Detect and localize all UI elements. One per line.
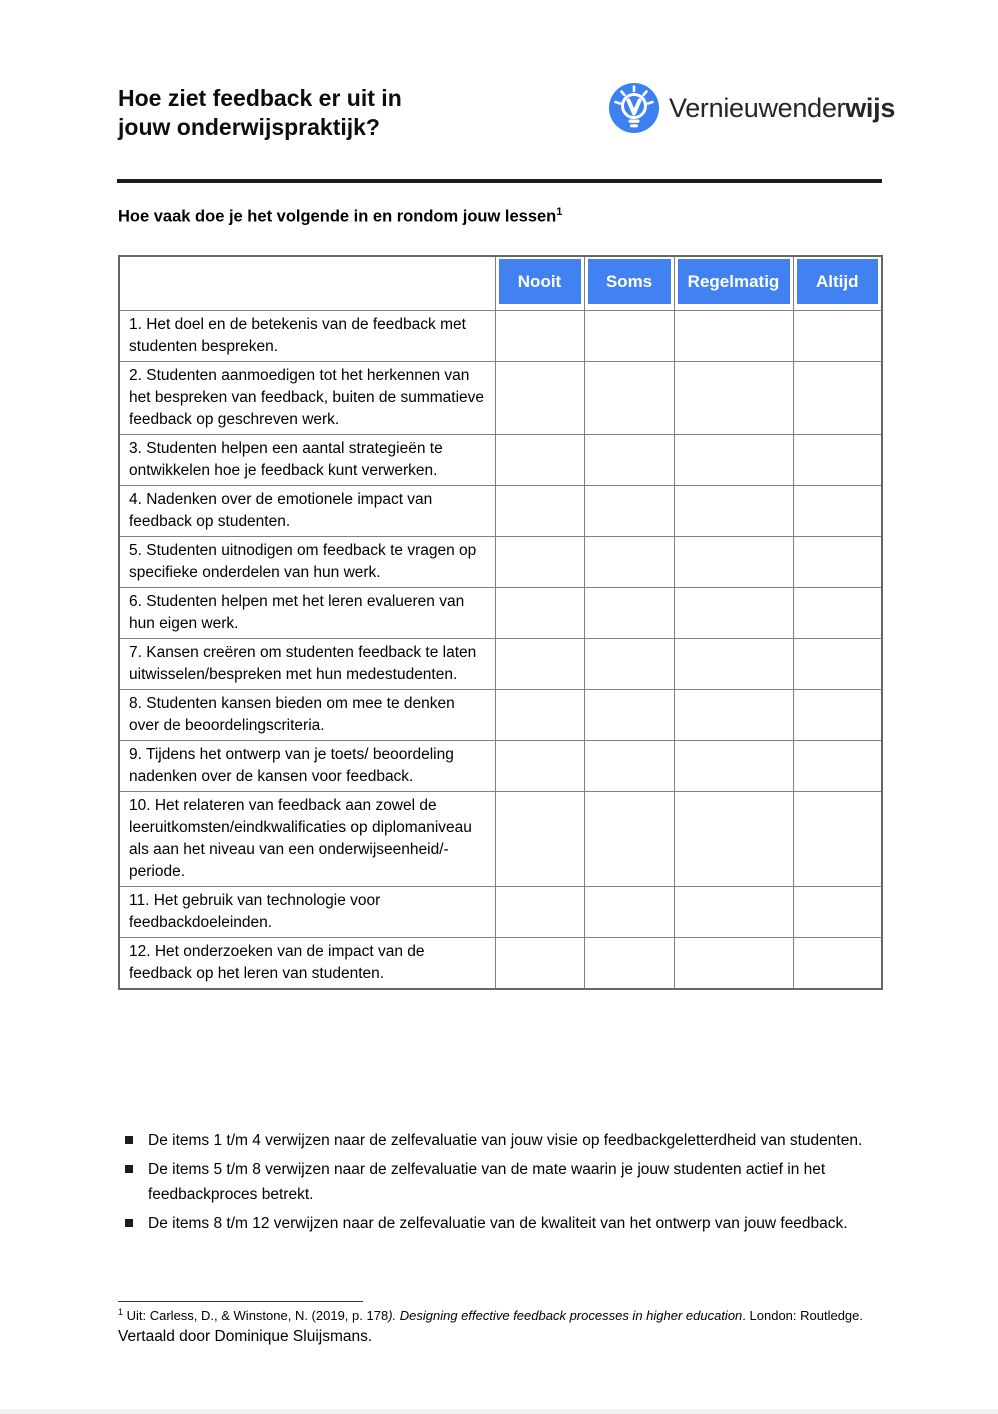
table-row bbox=[119, 741, 882, 792]
footnote-segment: Vertaald door Dominique Sluijsmans. bbox=[118, 1328, 373, 1346]
question-cell: 7. Kansen creëren om studenten feedback te laten uitwisselen/bespreken met hun medestudenten. bbox=[119, 639, 495, 690]
answer-cell-altijd[interactable] bbox=[793, 639, 882, 690]
notes-list bbox=[125, 1128, 887, 1240]
answer-cell-regelmatig[interactable] bbox=[674, 792, 793, 887]
answer-cell-altijd[interactable] bbox=[793, 537, 882, 588]
answer-cell-soms[interactable] bbox=[584, 741, 674, 792]
document-title-line2: jouw onderwijspraktijk? bbox=[118, 114, 380, 140]
table-row bbox=[119, 588, 882, 639]
answer-cell-regelmatig[interactable] bbox=[674, 311, 793, 362]
answer-cell-nooit[interactable] bbox=[495, 435, 584, 486]
table-row bbox=[119, 362, 882, 435]
table-row bbox=[119, 792, 882, 887]
question-cell: 11. Het gebruik van technologie voor feedbackdoeleinden. bbox=[119, 887, 495, 938]
answer-cell-nooit[interactable] bbox=[495, 311, 584, 362]
column-header-nooit bbox=[495, 256, 584, 311]
answer-cell-altijd[interactable] bbox=[793, 435, 882, 486]
answer-cell-regelmatig[interactable] bbox=[674, 362, 793, 435]
table-intro-heading: Hoe vaak doe je het volgende in en rondom jouw lessen$^1$ bbox=[118, 206, 563, 226]
question-cell: 5. Studenten uitnodigen om feedback te vragen op specifieke onderdelen van hun werk. bbox=[119, 537, 495, 588]
answer-cell-nooit[interactable] bbox=[495, 887, 584, 938]
table-row bbox=[119, 435, 882, 486]
answer-cell-altijd[interactable] bbox=[793, 690, 882, 741]
answer-cell-nooit[interactable] bbox=[495, 690, 584, 741]
answer-cell-altijd[interactable] bbox=[793, 588, 882, 639]
answer-cell-altijd[interactable] bbox=[793, 362, 882, 435]
answer-cell-nooit[interactable] bbox=[495, 639, 584, 690]
answer-cell-soms[interactable] bbox=[584, 537, 674, 588]
answer-cell-regelmatig[interactable] bbox=[674, 435, 793, 486]
note-item bbox=[125, 1211, 887, 1236]
answer-cell-nooit[interactable] bbox=[495, 537, 584, 588]
brand-name: Vernieuwenderwijs bbox=[669, 92, 896, 123]
lightbulb-v-icon bbox=[608, 82, 660, 134]
answer-cell-regelmatig[interactable] bbox=[674, 690, 793, 741]
footnote-segment: ). Designing effective feedback processes in higher education bbox=[388, 1308, 743, 1324]
answer-cell-altijd[interactable] bbox=[793, 486, 882, 537]
answer-cell-regelmatig[interactable] bbox=[674, 486, 793, 537]
answer-cell-altijd[interactable] bbox=[793, 938, 882, 990]
answer-cell-nooit[interactable] bbox=[495, 486, 584, 537]
answer-cell-altijd[interactable] bbox=[793, 741, 882, 792]
footnote-reference: 1 bbox=[556, 206, 563, 218]
note-text: De items 5 t/m 8 verwijzen naar de zelfevaluatie van de mate waarin je jouw studenten actief in het feedbackproces betrekt. bbox=[148, 1161, 826, 1203]
column-header-altijd bbox=[793, 256, 882, 311]
column-header-label: Nooit bbox=[499, 259, 581, 304]
answer-cell-soms[interactable] bbox=[584, 887, 674, 938]
answer-cell-regelmatig[interactable] bbox=[674, 537, 793, 588]
frequency-table bbox=[118, 255, 883, 990]
table-row bbox=[119, 486, 882, 537]
question-cell: 10. Het relateren van feedback aan zowel de leeruitkomsten/eindkwalificaties op diplomaniveau als aan het niveau van een onderwijseenheid/-periode. bbox=[119, 792, 495, 887]
footnote-segment: . London: Routledge. bbox=[742, 1308, 864, 1324]
table-header-row bbox=[119, 256, 882, 311]
table-row bbox=[119, 887, 882, 938]
answer-cell-soms[interactable] bbox=[584, 588, 674, 639]
column-header-label: Altijd bbox=[797, 259, 879, 304]
square-bullet-icon bbox=[125, 1136, 133, 1144]
answer-cell-soms[interactable] bbox=[584, 938, 674, 990]
answer-cell-nooit[interactable] bbox=[495, 938, 584, 990]
footnote-number: 1 bbox=[118, 1307, 124, 1317]
answer-cell-regelmatig[interactable] bbox=[674, 887, 793, 938]
answer-cell-nooit[interactable] bbox=[495, 588, 584, 639]
answer-cell-altijd[interactable] bbox=[793, 887, 882, 938]
answer-cell-altijd[interactable] bbox=[793, 792, 882, 887]
answer-cell-soms[interactable] bbox=[584, 435, 674, 486]
table-row bbox=[119, 690, 882, 741]
column-header-soms bbox=[584, 256, 674, 311]
question-cell: 8. Studenten kansen bieden om mee te denken over de beoordelingscriteria. bbox=[119, 690, 495, 741]
title-divider bbox=[117, 179, 882, 183]
answer-cell-soms[interactable] bbox=[584, 486, 674, 537]
question-cell: 3. Studenten helpen een aantal strategieën te ontwikkelen hoe je feedback kunt verwerken. bbox=[119, 435, 495, 486]
document-title-line1: Hoe ziet feedback er uit in bbox=[118, 85, 402, 111]
answer-cell-regelmatig[interactable] bbox=[674, 938, 793, 990]
answer-cell-soms[interactable] bbox=[584, 311, 674, 362]
question-cell: 1. Het doel en de betekenis van de feedback met studenten bespreken. bbox=[119, 311, 495, 362]
note-text: De items 8 t/m 12 verwijzen naar de zelfevaluatie van de kwaliteit van het ontwerp van jouw feedback. bbox=[148, 1215, 848, 1232]
answer-cell-regelmatig[interactable] bbox=[674, 639, 793, 690]
question-cell: 9. Tijdens het ontwerp van je toets/ beoordeling nadenken over de kansen voor feedback. bbox=[119, 741, 495, 792]
answer-cell-soms[interactable] bbox=[584, 362, 674, 435]
table-row bbox=[119, 311, 882, 362]
answer-cell-regelmatig[interactable] bbox=[674, 588, 793, 639]
document-title bbox=[118, 84, 402, 142]
answer-cell-regelmatig[interactable] bbox=[674, 741, 793, 792]
page-bottom-strip bbox=[0, 1409, 998, 1414]
question-column-header bbox=[119, 256, 495, 311]
column-header-label: Soms bbox=[588, 259, 671, 304]
answer-cell-soms[interactable] bbox=[584, 639, 674, 690]
column-header-regelmatig bbox=[674, 256, 793, 311]
column-header-label: Regelmatig bbox=[678, 259, 790, 304]
answer-cell-nooit[interactable] bbox=[495, 792, 584, 887]
answer-cell-soms[interactable] bbox=[584, 690, 674, 741]
note-item bbox=[125, 1128, 887, 1153]
note-text: De items 1 t/m 4 verwijzen naar de zelfevaluatie van jouw visie op feedbackgeletterdheid van studenten. bbox=[148, 1132, 863, 1149]
question-cell: 6. Studenten helpen met het leren evalueren van hun eigen werk. bbox=[119, 588, 495, 639]
question-cell: 2. Studenten aanmoedigen tot het herkennen van het bespreken van feedback, buiten de summatieve feedback op geschreven werk. bbox=[119, 362, 495, 435]
footnote-text bbox=[118, 1308, 863, 1344]
answer-cell-altijd[interactable] bbox=[793, 311, 882, 362]
footnote bbox=[118, 1302, 896, 1347]
answer-cell-nooit[interactable] bbox=[495, 741, 584, 792]
note-item bbox=[125, 1157, 887, 1207]
square-bullet-icon bbox=[125, 1219, 133, 1227]
table-row bbox=[119, 537, 882, 588]
question-cell: 12. Het onderzoeken van de impact van de feedback op het leren van studenten. bbox=[119, 938, 495, 990]
brand-logo bbox=[608, 82, 895, 134]
table-row bbox=[119, 938, 882, 990]
square-bullet-icon bbox=[125, 1165, 133, 1173]
answer-cell-soms[interactable] bbox=[584, 792, 674, 887]
question-cell: 4. Nadenken over de emotionele impact van feedback op studenten. bbox=[119, 486, 495, 537]
table-body bbox=[119, 311, 882, 990]
table-row bbox=[119, 639, 882, 690]
answer-cell-nooit[interactable] bbox=[495, 362, 584, 435]
footnote-segment: Uit: Carless, D., & Winstone, N. (2019, p. 178 bbox=[123, 1308, 389, 1324]
